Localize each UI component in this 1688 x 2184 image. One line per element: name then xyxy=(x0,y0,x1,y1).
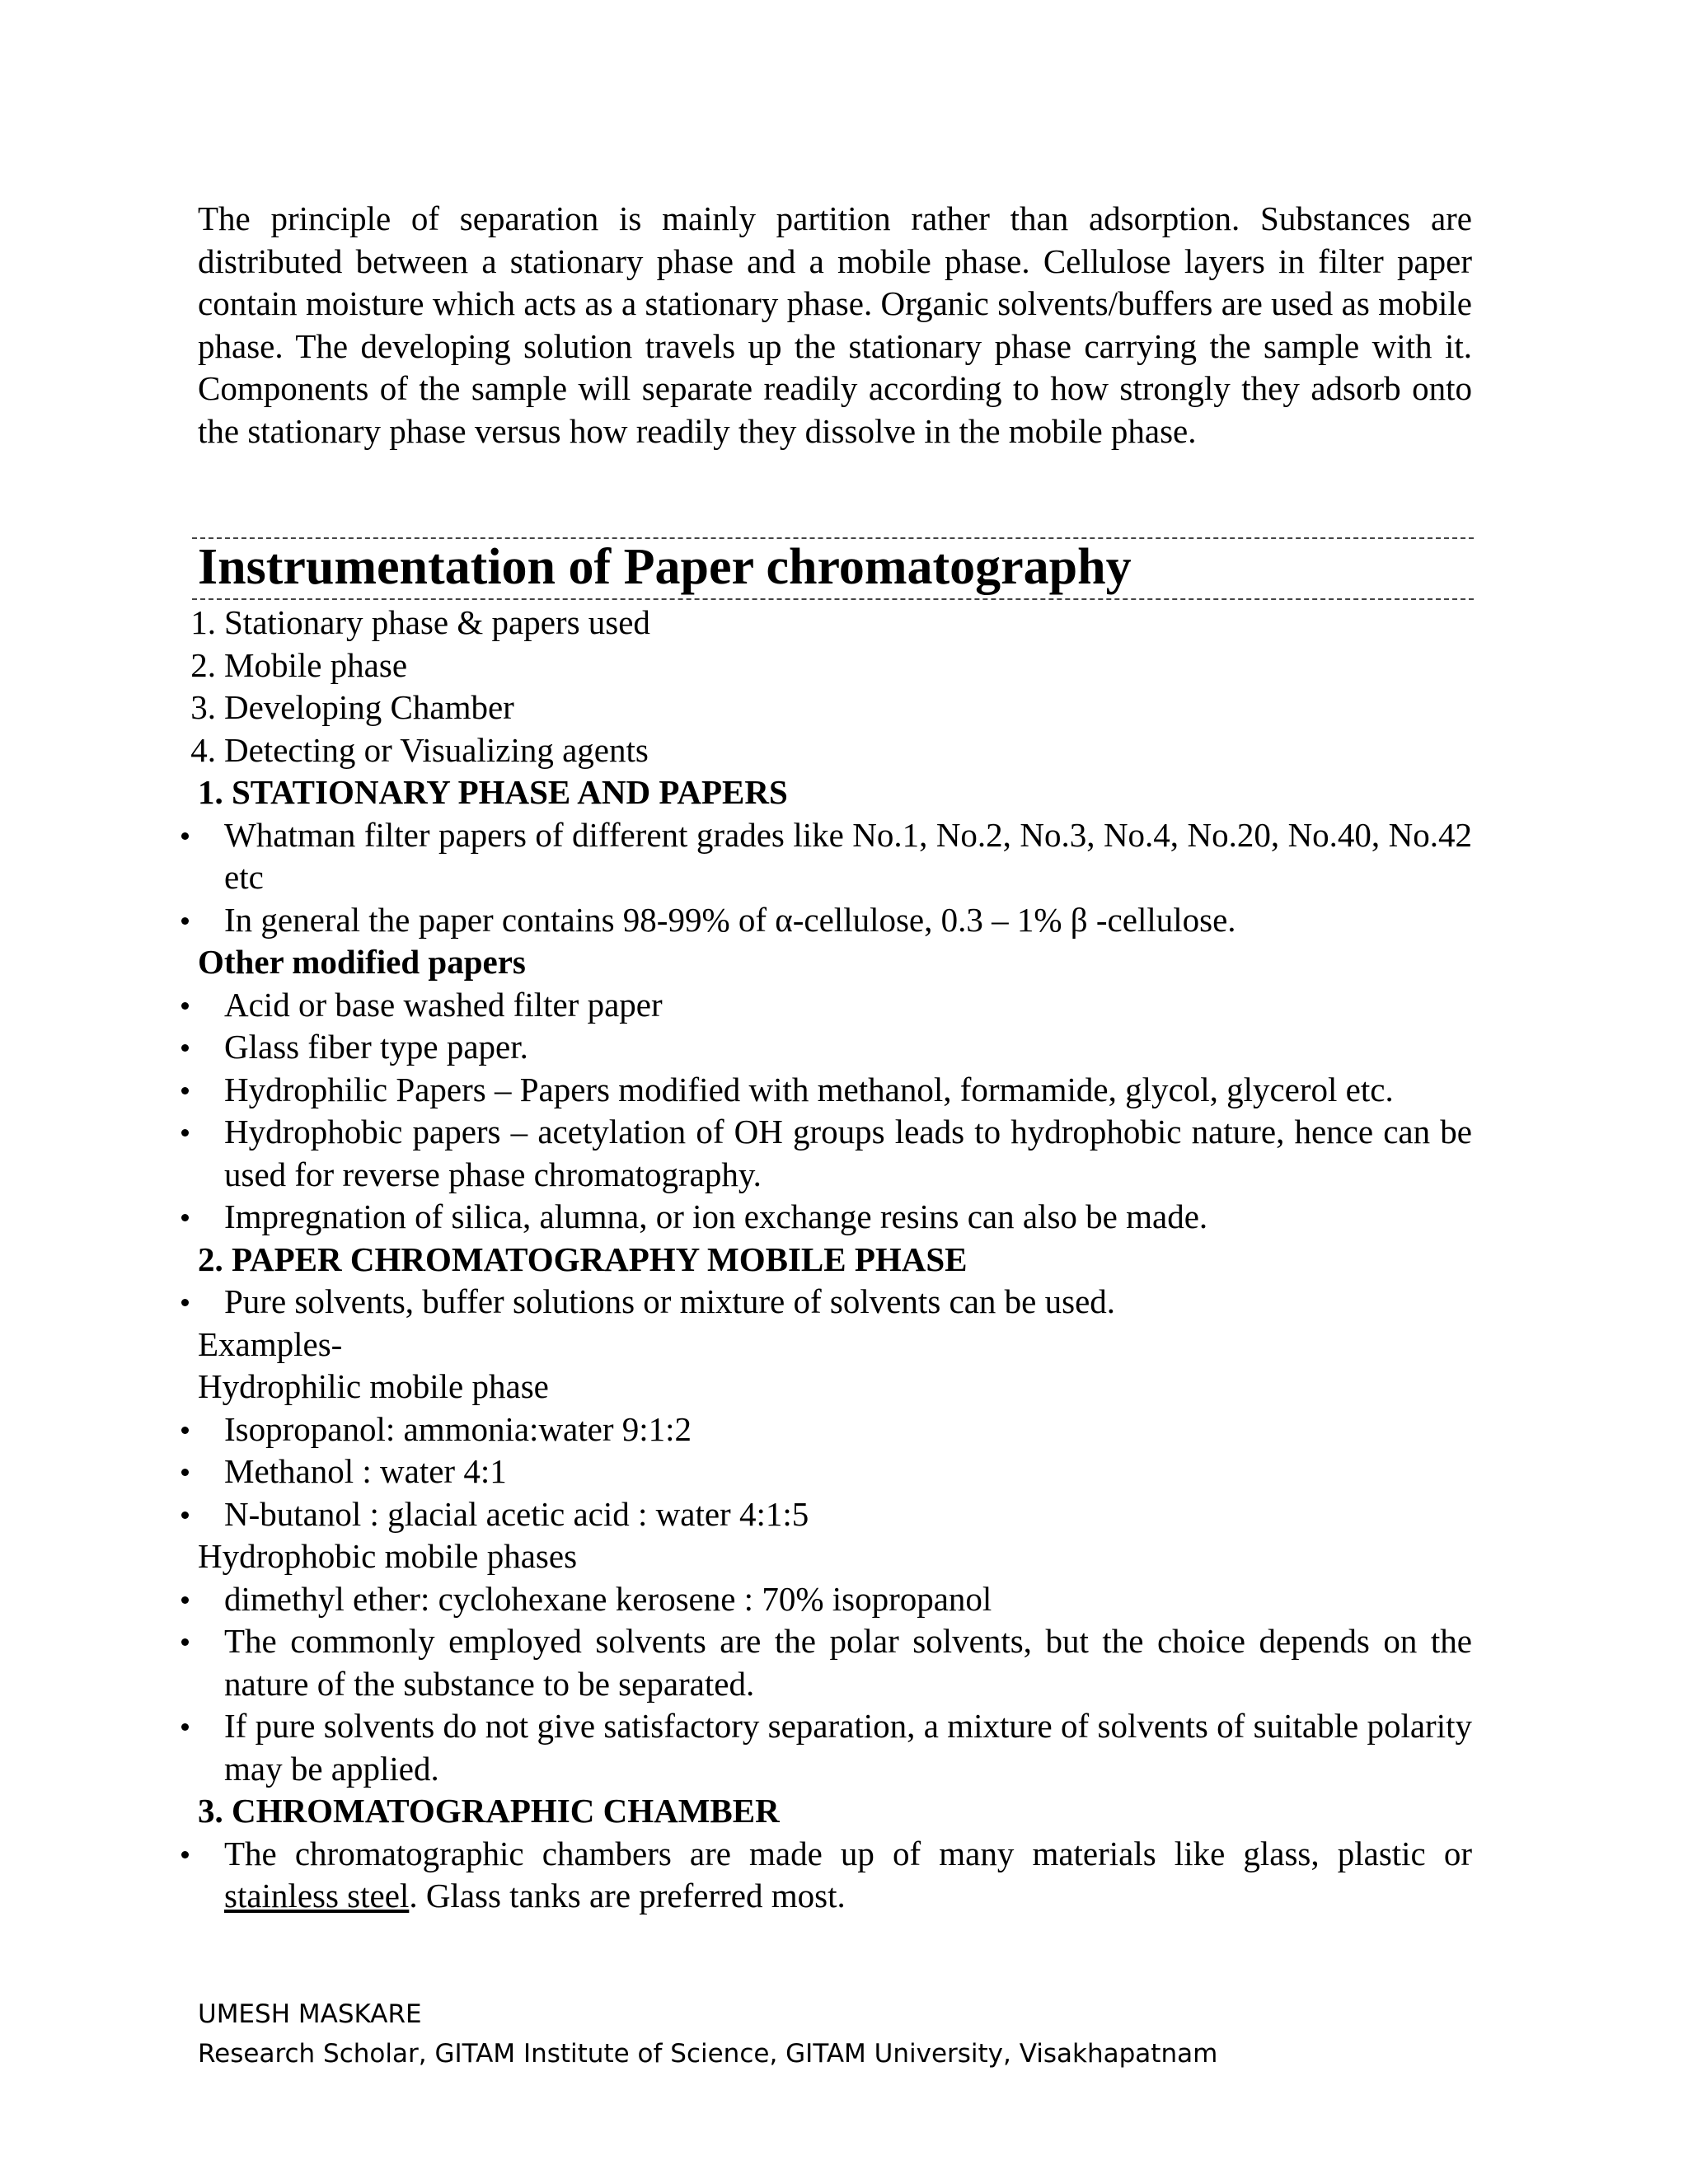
bullet-icon xyxy=(181,1044,189,1052)
modified-papers-title: Other modified papers xyxy=(198,943,526,981)
bullet-text: Impregnation of silica, alumna, or ion exchange resins can also be made. xyxy=(224,1197,1208,1235)
bullet-item xyxy=(165,1111,1472,1196)
bullet-text: Isopropanol: ammonia:water 9:1:2 xyxy=(224,1409,692,1448)
author-affiliation: Research Scholar, GITAM Institute of Science, GITAM University, Visakhapatnam xyxy=(198,2039,1218,2069)
bullet-icon xyxy=(181,1469,189,1476)
bullet-item xyxy=(165,814,1472,899)
bullet-icon xyxy=(181,832,189,840)
outline-text: Stationary phase & papers used xyxy=(224,603,650,641)
bullet-item xyxy=(165,899,1472,942)
bullet-item xyxy=(165,1281,1472,1324)
bullet-text: Methanol : water 4:1 xyxy=(224,1452,507,1490)
outline-text: Detecting or Visualizing agents xyxy=(224,730,649,769)
section-heading: Instrumentation of Paper chromatography xyxy=(198,539,1132,595)
bullet-item xyxy=(165,1026,1472,1069)
outline-item xyxy=(165,602,1472,644)
outline-item xyxy=(165,644,1472,687)
bullet-icon xyxy=(181,1638,189,1646)
section3-title: 3. CHROMATOGRAPHIC CHAMBER xyxy=(198,1792,780,1830)
bullet-icon xyxy=(181,1511,189,1519)
bullet-icon xyxy=(181,1851,189,1858)
bullet-text-end: . Glass tanks are preferred most. xyxy=(409,1877,846,1915)
outline-number: 1. xyxy=(190,603,216,641)
dashed-rule-bottom xyxy=(192,598,1474,600)
bullet-item xyxy=(165,1620,1472,1705)
bullet-item xyxy=(165,1578,1472,1621)
stainless-steel-link[interactable]: stainless steel xyxy=(224,1877,410,1915)
bullet-icon xyxy=(181,1214,189,1221)
bullet-item xyxy=(165,1196,1472,1239)
bullet-text: dimethyl ether: cyclohexane kerosene : 70% isopropanol xyxy=(224,1579,992,1618)
content-list xyxy=(165,602,1472,1918)
outline-number: 2. xyxy=(190,645,216,684)
outline-number: 4. xyxy=(190,730,216,769)
outline-number: 3. xyxy=(190,688,216,726)
intro-paragraph: The principle of separation is mainly partition rather than adsorption. Substances are distributed between a stationary phase and a mobile phase. Cellulose layers in filter paper contain moisture which acts as a stationary phase. Organic solvents/buffers are used as mobile phase. The developing solution travels up the stationary phase carrying the sample with it. Components of the sample will separate readily according to how strongly they adsorb onto the stationary phase versus how readily they dissolve in the mobile phase. xyxy=(198,199,1472,450)
bullet-icon xyxy=(181,1427,189,1434)
bullet-item xyxy=(165,1493,1472,1536)
bullet-text: Hydrophilic Papers – Papers modified with methanol, formamide, glycol, glycerol etc. xyxy=(224,1070,1394,1108)
bullet-text: Acid or base washed filter paper xyxy=(224,985,663,1024)
bullet-text: Glass fiber type paper. xyxy=(224,1028,528,1066)
bullet-text: The chromatographic chambers are made up of many materials like glass, plastic or xyxy=(224,1834,1472,1872)
outline-item xyxy=(165,729,1472,772)
bullet-text: The commonly employed solvents are the polar solvents, but the choice depends on the nature of the substance to be separated. xyxy=(224,1622,1472,1703)
bullet-text: Whatman filter papers of different grades like No.1, No.2, No.3, No.4, No.20, No.40, No.42 etc xyxy=(224,815,1472,896)
section1-title: 1. STATIONARY PHASE AND PAPERS xyxy=(198,773,788,811)
bullet-item xyxy=(165,1408,1472,1451)
outline-text: Developing Chamber xyxy=(224,688,514,726)
bullet-text: Pure solvents, buffer solutions or mixture of solvents can be used. xyxy=(224,1282,1116,1320)
outline-text: Mobile phase xyxy=(224,645,408,684)
bullet-item xyxy=(165,1451,1472,1493)
author-name: UMESH MASKARE xyxy=(198,1999,422,2029)
section2-title: 2. PAPER CHROMATOGRAPHY MOBILE PHASE xyxy=(198,1240,968,1278)
bullet-icon xyxy=(181,1087,189,1094)
bullet-text: If pure solvents do not give satisfactory separation, a mixture of solvents of suitable polarity may be applied. xyxy=(224,1707,1472,1788)
bullet-text: N-butanol : glacial acetic acid : water 4:1:5 xyxy=(224,1494,809,1533)
bullet-item xyxy=(165,1069,1472,1112)
bullet-item xyxy=(165,1833,1472,1918)
bullet-item xyxy=(165,984,1472,1027)
bullet-icon xyxy=(181,1002,189,1010)
examples-label: Examples- xyxy=(198,1324,343,1363)
bullet-text: Hydrophobic papers – acetylation of OH groups leads to hydrophobic nature, hence can be used for reverse phase chromatography. xyxy=(224,1113,1472,1193)
bullet-icon xyxy=(181,917,189,925)
hydrophilic-label: Hydrophilic mobile phase xyxy=(198,1367,549,1405)
bullet-item xyxy=(165,1705,1472,1790)
bullet-icon xyxy=(181,1299,189,1306)
hydrophobic-label: Hydrophobic mobile phases xyxy=(198,1537,578,1575)
outline-item xyxy=(165,687,1472,729)
bullet-icon xyxy=(181,1723,189,1731)
page-footer xyxy=(198,1994,1217,2074)
bullet-icon xyxy=(181,1596,189,1604)
bullet-icon xyxy=(181,1129,189,1137)
bullet-text: In general the paper contains 98-99% of α-cellulose, 0.3 – 1% β -cellulose. xyxy=(224,900,1236,939)
